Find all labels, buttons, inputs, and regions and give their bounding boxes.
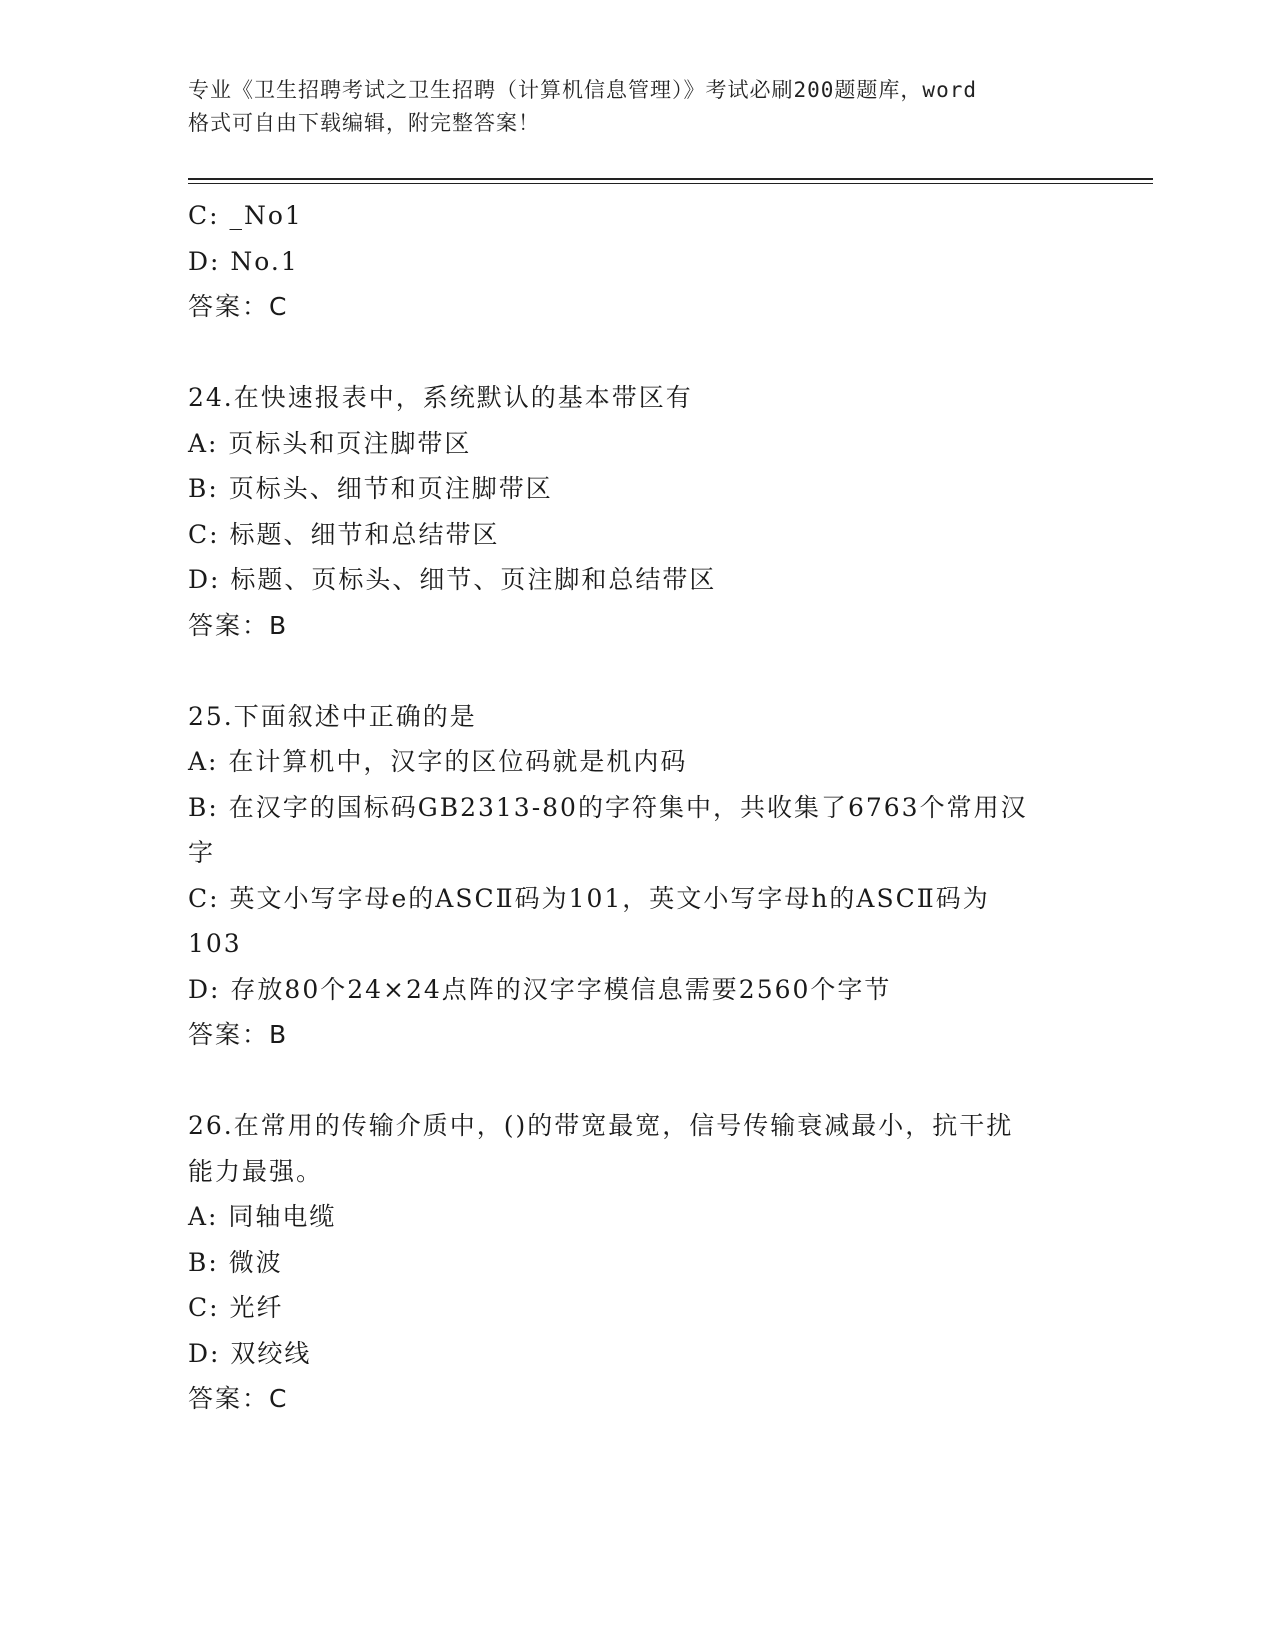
option-d: D: 存放80个24×24点阵的汉字字模信息需要2560个字节 — [188, 974, 892, 1004]
answer-line: 答案：B — [188, 1020, 289, 1049]
option-c: C: 英文小写字母e的ASCⅡ码为101，英文小写字母h的ASCⅡ码为 — [188, 883, 990, 913]
option-c: C: 标题、细节和总结带区 — [188, 519, 500, 549]
header-title-line-1: 专业《卫生招聘考试之卫生招聘（计算机信息管理）》考试必刷200题题库，word — [188, 78, 977, 102]
header-title-line-2: 格式可自由下载编辑，附完整答案！ — [188, 111, 540, 135]
option-a: A: 在计算机中，汉字的区位码就是机内码 — [188, 747, 688, 776]
question-list — [188, 193, 1088, 1422]
option-c: C: 光纤 — [188, 1293, 284, 1322]
answer-line: 答案：B — [188, 610, 289, 640]
option-d: D: 双绞线 — [188, 1338, 312, 1368]
answer-line: 答案：C — [188, 1384, 289, 1413]
spacer — [188, 648, 1088, 694]
option-c-continuation: 103 — [188, 929, 242, 958]
header-divider-thin — [188, 183, 1153, 184]
header-divider-thick — [188, 178, 1153, 180]
option-c: C: _No1 — [188, 201, 303, 230]
spacer — [188, 330, 1088, 376]
option-b: B: 页标头、细节和页注脚带区 — [188, 474, 553, 503]
document-header — [188, 74, 1088, 140]
answer-line: 答案：C — [188, 292, 289, 321]
question-stem-continuation: 能力最强。 — [188, 1156, 324, 1186]
question-stem: 25.下面叙述中正确的是 — [188, 701, 477, 731]
option-b: B: 微波 — [188, 1247, 283, 1277]
option-a: A: 页标头和页注脚带区 — [188, 428, 472, 458]
option-a: A: 同轴电缆 — [188, 1202, 337, 1231]
option-d: D: 标题、页标头、细节、页注脚和总结带区 — [188, 565, 717, 594]
spacer — [188, 1058, 1088, 1104]
question-stem: 24.在快速报表中，系统默认的基本带区有 — [188, 383, 693, 412]
question-stem: 26.在常用的传输介质中，()的带宽最宽，信号传输衰减最小，抗干扰 — [188, 1111, 1014, 1140]
option-b-continuation: 字 — [188, 838, 216, 867]
option-b: B: 在汉字的国标码GB2313-80的字符集中，共收集了6763个常用汉 — [188, 792, 1028, 822]
option-d: D: No.1 — [188, 246, 299, 276]
